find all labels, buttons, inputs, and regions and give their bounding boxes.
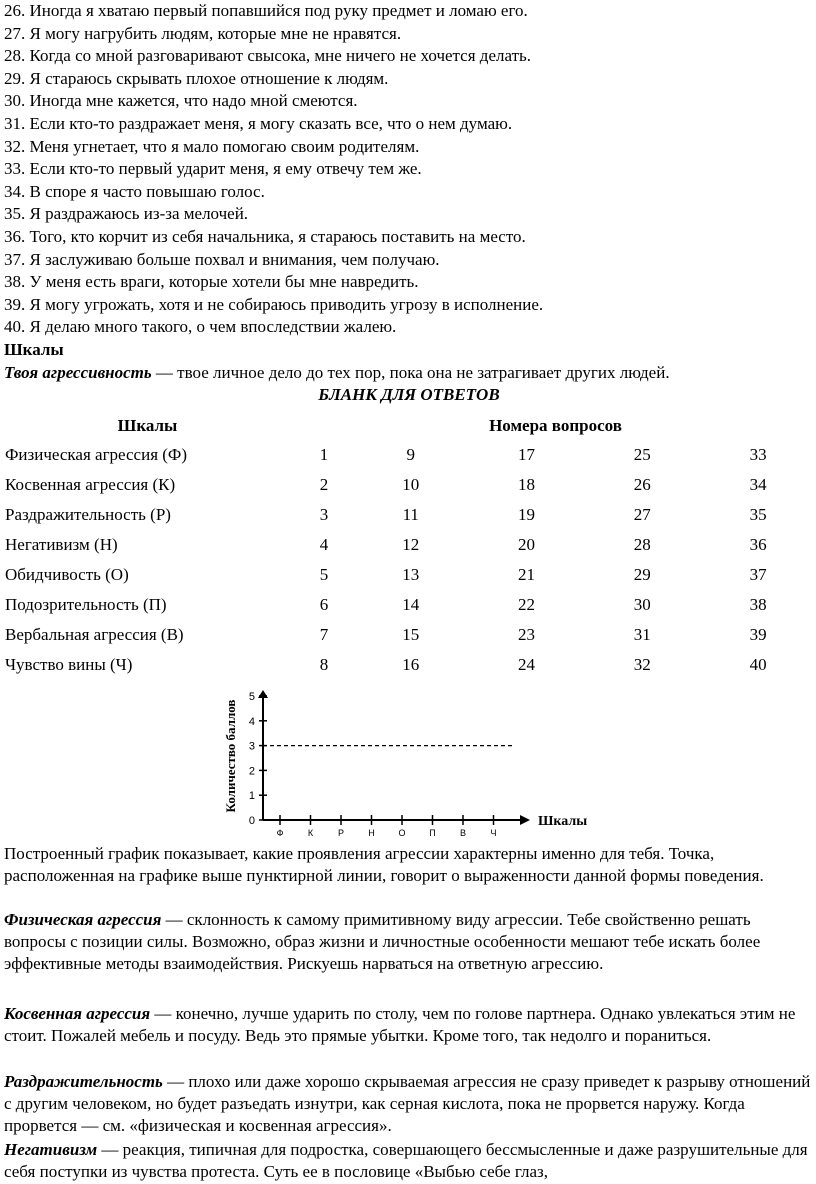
question-number: 33 [749, 445, 767, 464]
table-row [0, 470, 816, 500]
question-40: 40. Я делаю много такого, о чем впоследствии жалею. [4, 317, 397, 337]
question-number: 39 [749, 625, 767, 644]
chart-ylabel: Количество баллов [223, 699, 238, 813]
question-number: 5 [319, 565, 329, 584]
question-number: 15 [402, 625, 420, 644]
x-axis-arrow [520, 815, 530, 825]
scale-name: Физическая агрессия (Ф) [5, 445, 188, 464]
question-number: 8 [319, 655, 329, 674]
x-tick-label: Ф [276, 828, 284, 836]
y-tick-label: 5 [248, 691, 255, 703]
question-38: 38. У меня есть враги, которые хотели бы мне навредить. [4, 272, 419, 292]
x-tick-label: В [459, 828, 467, 836]
y-axis-arrow [258, 690, 268, 698]
question-number: 14 [402, 595, 420, 614]
x-tick-label: К [307, 828, 314, 836]
table-row [0, 500, 816, 530]
question-number: 11 [402, 505, 419, 524]
questions-list [4, 0, 814, 407]
question-number: 19 [518, 505, 536, 524]
y-tick-label: 3 [248, 740, 255, 753]
table-header-row [0, 412, 816, 440]
scale-name: Подозрительность (П) [5, 595, 167, 614]
scale-name: Негативизм (Н) [5, 535, 118, 554]
scale-name: Раздражительность (Р) [5, 505, 171, 524]
table-row [0, 590, 816, 620]
negativism-title: Негативизм [4, 1140, 98, 1159]
question-26: 26. Иногда я хватаю первый попавшийся под руку предмет и ломаю его. [4, 1, 528, 20]
question-34: 34. В споре я часто повышаю голос. [4, 181, 265, 201]
x-tick-label: О [398, 828, 406, 836]
question-number: 16 [402, 655, 420, 674]
question-number: 35 [749, 505, 767, 524]
question-number: 21 [518, 565, 536, 584]
table-row [0, 560, 816, 590]
question-number: 17 [518, 445, 536, 464]
question-37: 37. Я заслуживаю больше похвал и внимания, чем получаю. [4, 249, 440, 269]
question-number: 26 [633, 475, 651, 494]
question-number: 13 [402, 565, 420, 584]
question-30: 30. Иногда мне кажется, что надо мной смеются. [4, 91, 358, 111]
irritability-title: Раздражительность [4, 1072, 163, 1091]
paragraph-physical [4, 909, 814, 976]
question-32: 32. Меня угнетает, что я мало помогаю своим родителям. [4, 136, 420, 156]
question-number: 27 [633, 505, 651, 524]
y-tick-label: 0 [248, 815, 255, 827]
question-number: 36 [749, 535, 767, 554]
table-row [0, 440, 816, 470]
scale-name: Вербальная агрессия (В) [5, 625, 184, 644]
question-number: 22 [518, 595, 536, 614]
question-number: 18 [518, 475, 536, 494]
answers-table [0, 412, 816, 680]
paragraph-irritability [4, 1071, 814, 1138]
question-number: 30 [633, 595, 651, 614]
indirect-text: — конечно, лучше ударить по столу, чем по голове партнера. Однако увлекаться этим не стоит. Пожалей мебель и посуду. Ведь это прямые убытки. Кроме того, так недолго и пораниться. [4, 1004, 796, 1046]
question-33: 33. Если кто-то первый ударит меня, я ему отвечу тем же. [4, 159, 422, 179]
irritability-text: — плохо или даже хорошо скрываемая агрессия не сразу приведет к разрыву отношений с другим человеком, но будет разъедать изнутри, как серная кислота, пока не прорвется наружу. Когда прорвется — см. «физическая и косвенная агрессия». [4, 1072, 811, 1136]
aggression-note [4, 362, 814, 385]
question-29: 29. Я стараюсь скрывать плохое отношение к людям. [4, 68, 389, 88]
question-31: 31. Если кто-то раздражает меня, я могу сказать все, что о нем думаю. [4, 113, 513, 133]
header-scales: Шкалы [117, 416, 178, 435]
table-row [0, 530, 816, 560]
question-number: 4 [319, 535, 329, 554]
paragraph-negativism [4, 1139, 814, 1183]
x-ticks [277, 815, 497, 836]
scale-name: Обидчивость (О) [5, 565, 129, 584]
question-36: 36. Того, кто корчит из себя начальника, я стараюсь поставить на место. [4, 226, 526, 246]
scores-chart [210, 686, 610, 836]
question-number: 12 [402, 535, 420, 554]
table-row [0, 620, 816, 650]
aggression-note-title: Твоя агрессивность [4, 362, 152, 382]
indirect-title: Косвенная агрессия [4, 1004, 151, 1023]
negativism-text: — реакция, типичная для подростка, совершающего бессмысленные и даже разрушительные для себя поступки из чувства протеста. Суть ее в пословице «Выбью себе глаз, [4, 1140, 808, 1182]
y-ticks [249, 691, 267, 827]
question-number: 24 [518, 655, 536, 674]
question-number: 29 [633, 565, 651, 584]
x-tick-label: Н [368, 828, 375, 836]
question-number: 10 [402, 475, 420, 494]
question-number: 34 [749, 475, 767, 494]
question-number: 25 [633, 445, 651, 464]
question-number: 31 [633, 625, 651, 644]
question-number: 1 [319, 445, 329, 464]
question-number: 20 [518, 535, 536, 554]
header-question-numbers: Номера вопросов [489, 416, 622, 435]
aggression-note-text: — твое личное дело до тех пор, пока она не затрагивает других людей. [151, 362, 670, 382]
question-number: 28 [633, 535, 651, 554]
table-body [0, 440, 816, 680]
question-number: 2 [319, 475, 329, 494]
question-35: 35. Я раздражаюсь из-за мелочей. [4, 204, 249, 224]
scale-name: Чувство вины (Ч) [5, 655, 133, 674]
x-tick-label: П [429, 828, 436, 836]
question-number: 23 [518, 625, 536, 644]
question-number: 7 [319, 625, 329, 644]
table-row [0, 650, 816, 680]
question-number: 9 [406, 445, 415, 464]
paragraph-chart-explanation-text: Построенный график показывает, какие проявления агрессии характерны именно для тебя. Точка, расположенная на графике выше пунктирной линии, говорит о выраженности данной формы поведения. [4, 844, 764, 886]
physical-text: — склонность к самому примитивному виду агрессии. Тебе свойственно решать вопросы с позиции силы. Возможно, образ жизни и личностные особенности мешают тебе искать более эффективные методы взаимодействия. Рискуешь нарваться на ответную агрессию. [4, 910, 761, 974]
paragraph-indirect [4, 1003, 814, 1047]
scale-name: Косвенная агрессия (К) [5, 475, 176, 494]
x-tick-label: Р [337, 828, 345, 836]
y-tick-label: 1 [248, 790, 255, 803]
question-number: 38 [749, 595, 767, 614]
y-tick-label: 4 [248, 715, 255, 728]
x-tick-label: Ч [490, 828, 497, 836]
question-28: 28. Когда со мной разговаривают свысока, мне ничего не хочется делать. [4, 46, 532, 66]
y-tick-label: 2 [248, 765, 255, 778]
question-27: 27. Я могу нагрубить людям, которые мне не нравятся. [4, 23, 402, 43]
form-title: БЛАНК ДЛЯ ОТВЕТОВ [318, 385, 500, 405]
question-number: 32 [633, 655, 651, 674]
question-number: 40 [749, 655, 767, 674]
question-number: 3 [319, 505, 329, 524]
physical-title: Физическая агрессия [4, 910, 162, 929]
question-number: 37 [749, 565, 767, 584]
question-39: 39. Я могу угрожать, хотя и не собираюсь приводить угрозу в исполнение. [4, 294, 544, 314]
paragraph-chart-explanation [4, 843, 814, 887]
question-number: 6 [319, 595, 329, 614]
scales-heading: Шкалы [4, 339, 64, 359]
chart-xlabel: Шкалы [538, 814, 588, 829]
